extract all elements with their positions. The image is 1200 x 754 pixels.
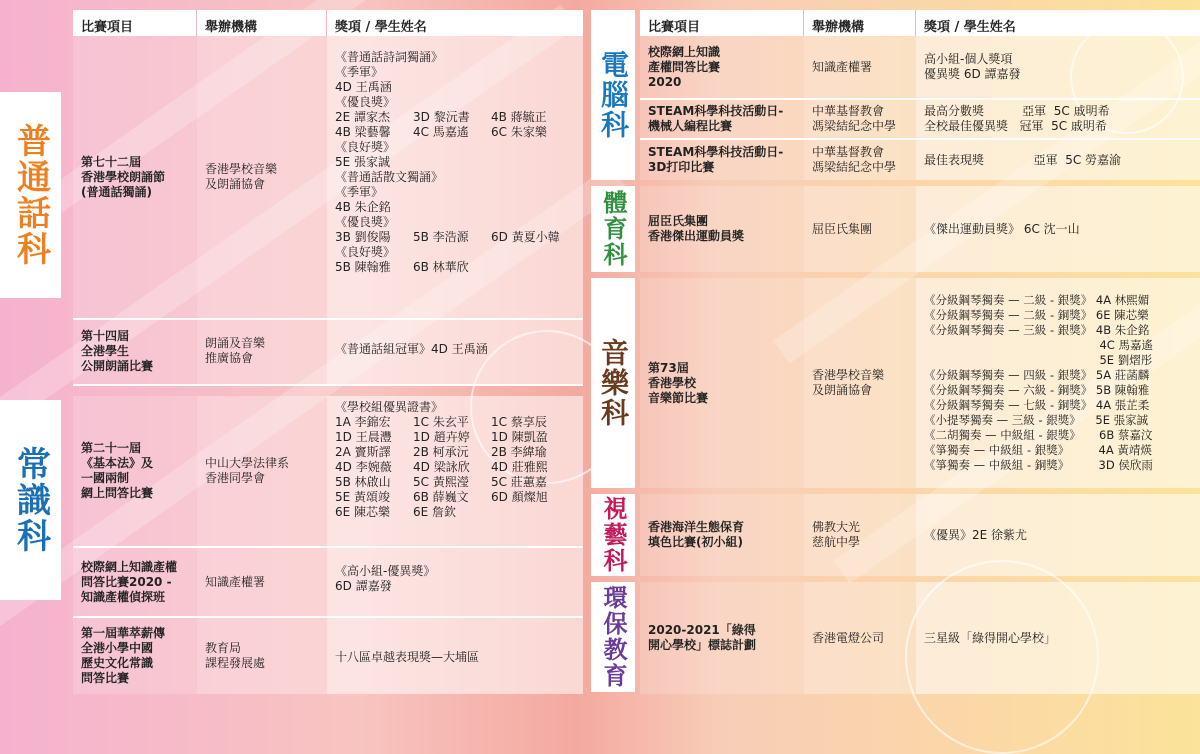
- subject-visual-text: 視藝科: [599, 496, 627, 574]
- table-row: [73, 396, 583, 548]
- award-entry: 4D 莊雅熙: [491, 460, 548, 474]
- competition-cell: 香港海洋生態保育 填色比賽(初小組): [640, 494, 804, 576]
- award-line: [335, 564, 575, 579]
- award-entry: 6D 黃夏小韓: [491, 230, 560, 244]
- award-line: [335, 445, 575, 460]
- competition-cell: 校際網上知識產權 問答比賽2020 - 知識產權偵探班: [73, 548, 197, 616]
- left-table-header: [73, 10, 583, 36]
- award-entry: 1A 李錦宏: [335, 415, 391, 429]
- award-entry: 4B 蔣毓正: [491, 110, 547, 124]
- competition-cell: 2020-2021「綠得 開心學校」標誌計劃: [640, 582, 804, 694]
- award-entry: 《普通話組冠軍》4D 王禹涵: [335, 342, 488, 356]
- award-cell: [327, 318, 583, 384]
- award-entry: 2E 譚家杰: [335, 110, 391, 124]
- award-line: [335, 215, 575, 230]
- award-entry: 2B 李緯瑜: [491, 445, 547, 459]
- award-entry: 2A 竇斯譯: [335, 445, 391, 459]
- organizer-cell: 中華基督教會 馮梁結紀念中學: [804, 140, 916, 180]
- award-entry: 1D 趙卉婷: [413, 430, 470, 444]
- award-entry: 4B 朱企銘: [335, 200, 391, 214]
- award-line: [335, 650, 575, 665]
- award-entry: 1C 朱玄平: [413, 415, 469, 429]
- award-entry: 5C 黃熙瀅: [413, 475, 469, 489]
- competition-cell: 第十四屆 全港學生 公開朗誦比賽: [73, 318, 197, 384]
- table-row: [73, 548, 583, 618]
- subject-label-visual: [591, 494, 635, 576]
- right-table: [640, 10, 1200, 694]
- organizer-cell: 香港電燈公司: [804, 582, 916, 694]
- award-entry: 3D 黎沅書: [413, 110, 470, 124]
- award-line: [335, 505, 575, 520]
- award-entry: 6B 林華欣: [413, 260, 469, 274]
- award-entry: 4C 馬嘉遙: [413, 125, 469, 139]
- award-entry: 1D 王晨灃: [335, 430, 392, 444]
- award-line: [335, 65, 575, 80]
- award-cell: [327, 548, 583, 616]
- organizer-cell: 香港學校音樂 及朗誦協會: [804, 278, 916, 488]
- header-organizer: 舉辦機構: [197, 10, 327, 36]
- header-competition: 比賽項目: [640, 10, 804, 36]
- award-entry: 《優良獎》: [335, 95, 396, 109]
- award-line: [335, 185, 575, 200]
- award-cell: 《優異》2E 徐紫尤: [916, 494, 1200, 576]
- competition-cell: 第二十一屆 《基本法》及 一國兩制 網上問答比賽: [73, 396, 197, 546]
- award-cell: 《分級鋼琴獨奏 — 二級 - 銀獎》 4A 林熙媚 《分級鋼琴獨奏 — 二級 - 銅獎》 6E 陳芯樂 《分級鋼琴獨奏 — 三級 - 銀獎》 4B 朱企銘 4C 馬嘉遙 5E 劉熠彤 《分級鋼琴獨奏 — 四級 - 銀獎》 5A 莊菡麟 《分級鋼琴獨奏 — 六級 - 銅獎》 5B 陳翰雅 《分級鋼琴獨奏 — 七級 - 銅獎》 4A 張芷柔 《小提琴獨奏 — 三級 - 銀獎》 5E 張家誠 《二胡獨奏 — 中級組 - 銀獎》 6B 蔡嘉汶 《箏獨奏 — 中級組 - 銀獎》 4A 黃靖煐 《箏獨奏 — 中級組 - 銅獎》 3D 侯欣雨: [916, 278, 1200, 488]
- award-line: [335, 50, 575, 65]
- award-cell: 《傑出運動員獎》 6C 沈一山: [916, 186, 1200, 272]
- header-organizer: 舉辦機構: [804, 10, 916, 36]
- award-line: [335, 490, 575, 505]
- table-row: [73, 36, 583, 320]
- subject-label-general: [0, 400, 61, 600]
- award-line: [335, 475, 575, 490]
- award-line: [335, 110, 575, 125]
- competition-cell: 第73屆 香港學校 音樂節比賽: [640, 278, 804, 488]
- table-row: [640, 582, 1200, 694]
- award-line: [335, 230, 575, 245]
- competition-cell: STEAM科學科技活動日- 機械人編程比賽: [640, 100, 804, 138]
- award-cell: 高小組-個人獎項 優異獎 6D 譚嘉發: [916, 36, 1200, 98]
- competition-cell: 第七十二屆 香港學校朗誦節 (普通話獨誦): [73, 36, 197, 318]
- award-line: [335, 170, 575, 185]
- award-entry: 《普通話詩詞獨誦》: [335, 50, 444, 64]
- award-entry: 5E 黃頌竣: [335, 490, 391, 504]
- award-entry: 1C 蔡享辰: [491, 415, 547, 429]
- competition-cell: STEAM科學科技活動日- 3D打印比賽: [640, 140, 804, 180]
- award-line: [335, 155, 575, 170]
- table-row: [640, 36, 1200, 100]
- award-entry: 5C 莊蕙嘉: [491, 475, 547, 489]
- award-entry: 6D 顏燦旭: [491, 490, 548, 504]
- header-award: 獎項 / 學生姓名: [335, 20, 427, 35]
- subject-label-putonghua: [0, 92, 61, 298]
- award-entry: 《學校組優異證書》: [335, 400, 444, 414]
- right-table-header: [640, 10, 1200, 36]
- organizer-cell: 香港學校音樂 及朗誦協會: [197, 36, 327, 318]
- award-entry: 5B 陳翰雅: [335, 260, 391, 274]
- award-cell: 最佳表現獎 亞軍 5C 勞嘉渝: [916, 140, 1200, 180]
- award-entry: 十八區卓越表現獎—大埔區: [335, 650, 480, 664]
- table-row: [640, 494, 1200, 576]
- award-cell: [327, 36, 583, 318]
- subject-general-text: 常識科: [10, 446, 51, 554]
- organizer-cell: 教育局 課程發展處: [197, 618, 327, 694]
- award-entry: 4D 王禹涵: [335, 80, 392, 94]
- award-entry: 《普通話散文獨誦》: [335, 170, 444, 184]
- award-entry: 5E 張家誠: [335, 155, 391, 169]
- award-line: [335, 460, 575, 475]
- award-entry: 2B 柯承沅: [413, 445, 469, 459]
- award-entry: 3B 劉俊陽: [335, 230, 391, 244]
- award-entry: 《季軍》: [335, 185, 384, 199]
- subject-label-env: [591, 582, 635, 692]
- award-line: [335, 125, 575, 140]
- award-entry: 5B 林啟山: [335, 475, 391, 489]
- award-cell: [327, 396, 583, 546]
- award-line: [335, 200, 575, 215]
- award-entry: 4B 梁藝馨: [335, 125, 391, 139]
- subject-label-computer: [591, 10, 635, 180]
- left-table: [73, 10, 583, 694]
- award-entry: 6E 詹欽: [413, 505, 457, 519]
- award-entry: 《高小組-優異獎》: [335, 564, 436, 578]
- table-row: [640, 186, 1200, 272]
- award-line: [335, 260, 575, 275]
- award-line: [335, 95, 575, 110]
- award-entry: 6E 陳芯樂: [335, 505, 391, 519]
- subject-music-text: 音樂科: [597, 338, 630, 428]
- subject-label-music: [591, 278, 635, 488]
- award-entry: 4D 李婉薇: [335, 460, 392, 474]
- competition-cell: 校際網上知識 產權問答比賽 2020: [640, 36, 804, 98]
- award-line: [335, 415, 575, 430]
- header-competition: 比賽項目: [73, 10, 197, 36]
- organizer-cell: 中山大學法律系 香港同學會: [197, 396, 327, 546]
- organizer-cell: 中華基督教會 馮梁結紀念中學: [804, 100, 916, 138]
- table-row: [640, 100, 1200, 140]
- award-entry: 6D 譚嘉發: [335, 579, 392, 593]
- subject-pe-text: 體育科: [599, 190, 627, 268]
- award-cell: 三星級「綠得開心學校」: [916, 582, 1200, 694]
- award-line: [335, 342, 575, 357]
- award-line: [335, 245, 575, 260]
- header-award: 獎項 / 學生姓名: [924, 20, 1016, 35]
- subject-putonghua-text: 普通話科: [10, 123, 51, 267]
- subject-computer-text: 電腦科: [597, 50, 630, 140]
- award-entry: 《良好獎》: [335, 245, 396, 259]
- organizer-cell: 知識產權署: [197, 548, 327, 616]
- award-entry: 《優良獎》: [335, 215, 396, 229]
- award-cell: [327, 618, 583, 694]
- competition-cell: 第一屆華萃薪傳 全港小學中國 歷史文化常識 問答比賽: [73, 618, 197, 694]
- table-row: [73, 618, 583, 694]
- table-row: [640, 140, 1200, 180]
- award-entry: 4D 梁詠欣: [413, 460, 470, 474]
- award-line: [335, 579, 575, 594]
- competition-cell: 屈臣氏集團 香港傑出運動員獎: [640, 186, 804, 272]
- award-entry: 1D 陳凱盈: [491, 430, 548, 444]
- award-line: [335, 80, 575, 95]
- award-cell: 最高分數獎 亞軍 5C 戚明希 全校最佳優異獎 冠軍 5C 戚明希: [916, 100, 1200, 138]
- organizer-cell: 知識產權署: [804, 36, 916, 98]
- organizer-cell: 朗誦及音樂 推廣協會: [197, 318, 327, 384]
- table-row: [73, 318, 583, 386]
- organizer-cell: 屈臣氏集團: [804, 186, 916, 272]
- award-line: [335, 140, 575, 155]
- award-entry: 6B 薛巍文: [413, 490, 469, 504]
- award-entry: 《良好獎》: [335, 140, 396, 154]
- subject-label-pe: [591, 186, 635, 272]
- award-line: [335, 400, 575, 415]
- award-entry: 6C 朱家樂: [491, 125, 547, 139]
- subject-env-text: 環保教育: [599, 585, 627, 689]
- table-row: [640, 278, 1200, 488]
- organizer-cell: 佛教大光 慈航中學: [804, 494, 916, 576]
- award-line: [335, 430, 575, 445]
- award-entry: 《季軍》: [335, 65, 384, 79]
- award-entry: 5B 李浩源: [413, 230, 469, 244]
